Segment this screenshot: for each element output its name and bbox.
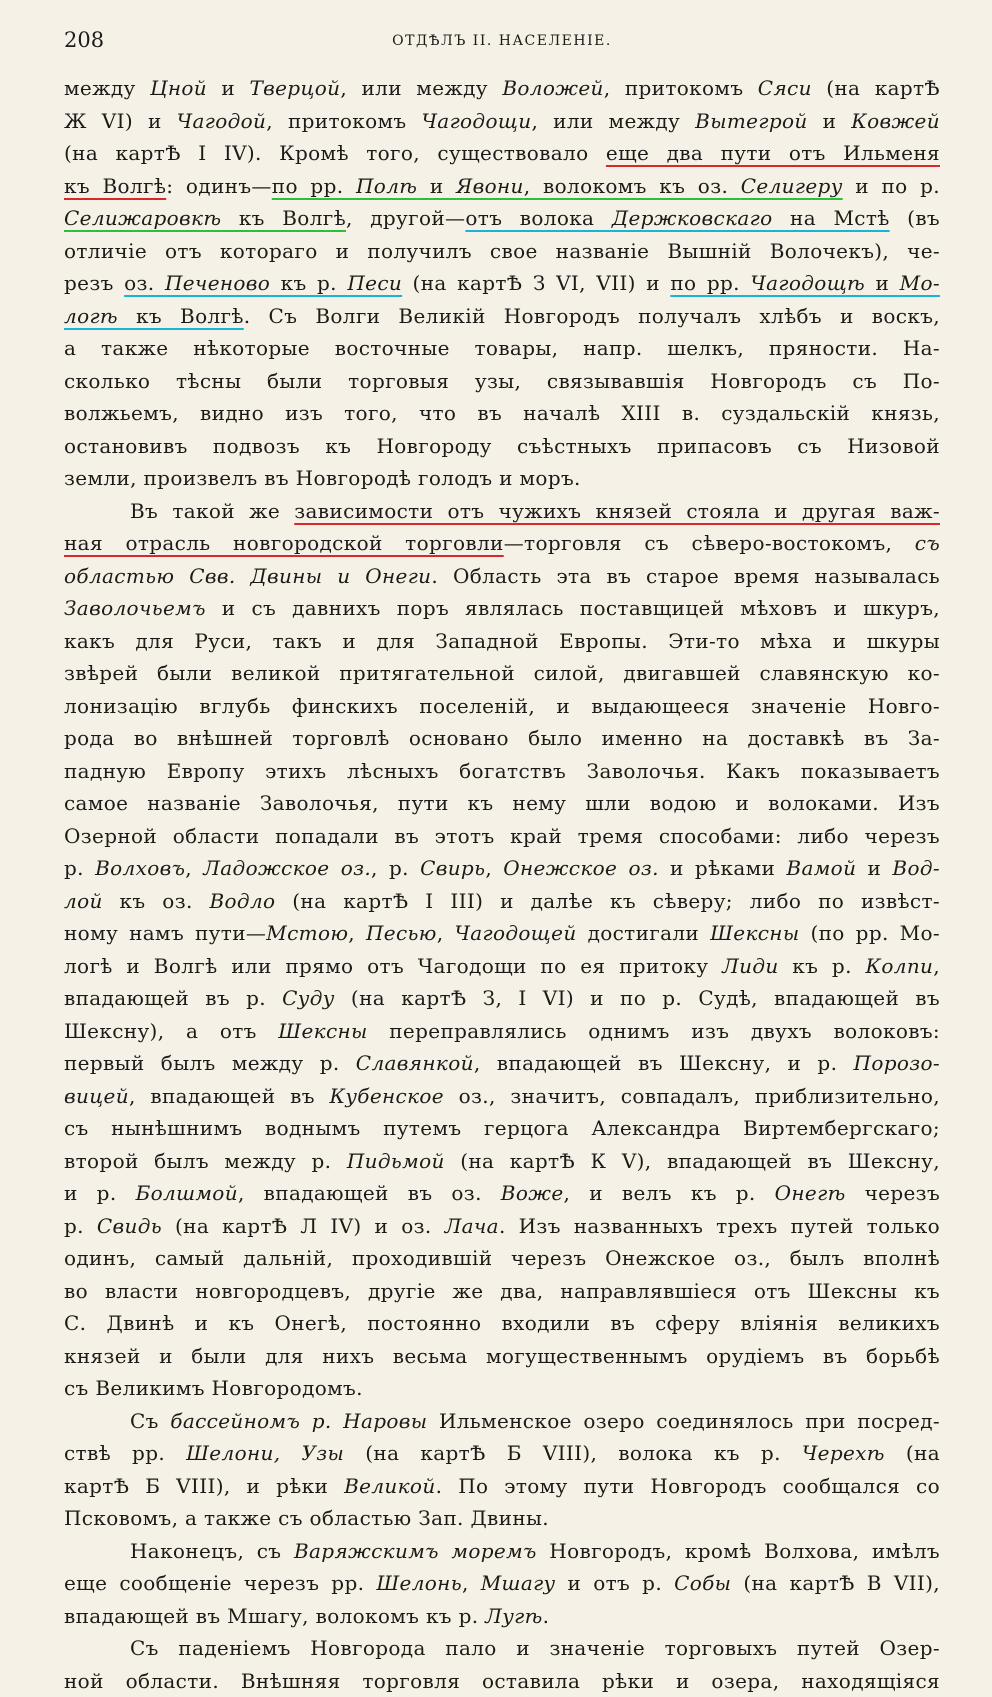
styled-text: Явони [456,174,524,198]
text-span: (на картѢ З, I VI) и по р. Судѣ, впадающей въ [335,986,940,1010]
body-text [64,72,940,1697]
text-line [64,722,940,755]
text-line [64,1275,940,1308]
text-span: къ оз. [103,889,210,913]
styled-text: Чагодощей [454,921,576,945]
text-line [64,137,940,170]
text-line [64,430,940,463]
styled-text: Великой [344,1474,435,1498]
text-span: ной области. Внѣшняя торговля оставила рѣки и озера, находящіяся [64,1669,940,1693]
text-line [64,1405,940,1438]
text-span: , или между [340,76,502,100]
text-span: . [543,1604,550,1628]
text-line [64,885,940,918]
styled-text: и [865,271,900,295]
text-span: (на картѢ Б VIII), волока къ р. [344,1441,802,1465]
styled-text: ная отрасль новгородской торговли [64,531,504,555]
text-span: : одинъ— [166,174,272,198]
text-span: ному намъ пути— [64,921,266,945]
styled-text: Вод- [892,856,940,880]
text-span: , впадающей въ Шексну, и р. [474,1051,854,1075]
styled-text: Кубенское [330,1084,444,1108]
text-line [64,1047,940,1080]
styled-text: зависимости отъ чужихъ князей стояла и другая важ- [294,499,940,523]
styled-text: по рр. [670,271,750,295]
text-line [64,1015,940,1048]
styled-text: Волховъ [95,856,185,880]
text-line [64,592,940,625]
text-span: р. [64,1214,97,1238]
text-span: между [64,76,150,100]
text-span: Ильменское озеро соединялось при посред- [427,1409,940,1433]
text-span: , и велъ къ р. [564,1181,775,1205]
text-span: (на картѢ К V), впадающей въ Шексну, [445,1149,940,1173]
text-span: лонизацію вглубь финскихъ поселеній, и выдающееся значеніе Новго- [64,694,940,718]
styled-text: къ Волгѣ [64,174,166,198]
text-span: , р. [371,856,420,880]
styled-text: Вамой [786,856,856,880]
text-line [64,1177,940,1210]
text-span: (на картѢ В VII), [731,1571,940,1595]
text-span: первый былъ между р. [64,1051,356,1075]
styled-text: Ладожское оз. [203,856,371,880]
text-span: и р. [64,1181,136,1205]
styled-text: Свидь [97,1214,162,1238]
text-span: , притокомъ [604,76,758,100]
text-span: земли, произвелъ въ Новгородѣ голодъ и моръ. [64,466,581,490]
text-span: достигали [577,921,711,945]
text-span: съ нынѣшнимъ воднымъ путемъ герцога Александра Виртембергскаго; [64,1116,940,1140]
styled-text: къ Волгѣ [118,304,244,328]
text-span: (по рр. Мо- [799,921,940,945]
text-line [64,365,940,398]
text-span: (на картѢ З VI, VII) и [402,271,670,295]
styled-text: Варяжскимъ моремъ [294,1539,537,1563]
text-span: какъ для Руси, такъ и для Западной Европы. Эти-то мѣха и шкуры [64,629,940,653]
text-span: князей и были для нихъ весьма могущественнымъ орудіемъ въ борьбѣ [64,1344,940,1368]
text-span: , впадающей въ оз. [238,1181,501,1205]
text-span: переправлялись однимъ изъ двухъ волоковъ: [368,1019,940,1043]
styled-text: Ковжей [851,109,940,133]
styled-text: вицей [64,1084,129,1108]
text-span: , или между [531,109,695,133]
styled-text: Печеново [165,271,270,295]
styled-text: Онегѣ [775,1181,846,1205]
styled-text: Колпи [866,954,934,978]
styled-text: Шелонь [376,1571,462,1595]
text-line [64,527,940,560]
text-span: , притокомъ [266,109,421,133]
styled-text: логѣ [64,304,118,328]
styled-text: областью Свв. Двины и Онеги [64,564,431,588]
styled-text: Мшагу [481,1571,556,1595]
text-span: картѢ Б VIII), и рѣки [64,1474,344,1498]
styled-text: Шексны [278,1019,367,1043]
text-span: черезъ [846,1181,940,1205]
text-line [64,1437,940,1470]
text-line [64,755,940,788]
text-span: и съ давнихъ поръ являлась поставщицей мѣховъ и шкуръ, [206,596,940,620]
text-span: —торговля съ сѣверо-востокомъ, [504,531,915,555]
text-span: самое названіе Заволочья, пути къ нему шли водою и волоками. Изъ [64,791,940,815]
text-span: падную Европу этихъ лѣсныхъ богатствъ Заволочья. Какъ показываетъ [64,759,940,783]
text-line [64,625,940,658]
text-span: Съ [130,1409,170,1433]
text-span: , [462,1571,481,1595]
text-line [64,560,940,593]
text-line [64,332,940,365]
text-line [64,852,940,885]
text-span: , [348,921,366,945]
text-span: , [185,856,203,880]
styled-text: Лача [445,1214,499,1238]
styled-text: Свирь [420,856,485,880]
text-line [64,1210,940,1243]
text-span: резъ [64,271,124,295]
text-span: Псковомъ, а также съ областью Зап. Двины. [64,1506,549,1530]
styled-text: Мстою [266,921,348,945]
text-line [64,462,940,495]
styled-text: Чагодой [177,109,267,133]
text-line [64,235,940,268]
text-span: ствѣ рр. [64,1441,186,1465]
styled-text: и [417,174,456,198]
styled-text: Селижаровкѣ [64,206,221,230]
text-span: (въ [890,206,940,230]
text-line [64,1307,940,1340]
text-span: рода во внѣшней торговлѣ основано было именно на доставкѣ въ За- [64,726,940,750]
text-span: , [485,856,503,880]
text-line [64,917,940,950]
text-span: впадающей въ р. [64,986,282,1010]
styled-text: Песи [347,271,402,295]
text-line [64,1600,940,1633]
text-span: , другой— [346,206,465,230]
text-span: волжьемъ, видно изъ того, что въ началѣ XIII в. суздальскій князь, [64,401,940,425]
text-line [64,72,940,105]
styled-text: Заволочьемъ [64,596,206,620]
text-span: , впадающей въ [129,1084,330,1108]
text-line [64,105,940,138]
text-line [64,787,940,820]
text-span: , [437,921,455,945]
styled-text: Болшмой [136,1181,238,1205]
text-span: и рѣками [659,856,787,880]
text-line [64,1665,940,1697]
text-line [64,657,940,690]
text-line [64,1145,940,1178]
styled-text: отъ волока [465,206,611,230]
styled-text: Онежское оз. [503,856,659,880]
text-span: и [207,76,249,100]
styled-text: , волокомъ къ оз. [524,174,741,198]
text-span: сколько тѣсны были торговыя узы, связывавшія Новгородъ съ По- [64,369,940,393]
styled-text: къ Волгѣ [221,206,346,230]
page-header [64,28,940,58]
styled-text: Воже [501,1181,564,1205]
text-span: . Область эта въ старое время называлась [431,564,940,588]
text-line [64,202,940,235]
text-span: и отъ р. [556,1571,675,1595]
text-span: . Изъ названныхъ трехъ путей только [499,1214,940,1238]
text-span: оз., значитъ, совпадалъ, приблизительно, [444,1084,940,1108]
text-line [64,397,940,430]
styled-text: Полѣ [356,174,417,198]
styled-text: Чагодощи [422,109,532,133]
styled-text: Тверцой [249,76,340,100]
styled-text: Черехѣ [802,1441,885,1465]
page-number: 208 [64,28,104,52]
text-span: впадающей въ Мшагу, волокомъ къ р. [64,1604,485,1628]
text-span: Озерной области попадали въ этотъ край тремя способами: либо черезъ [64,824,940,848]
text-line [64,820,940,853]
text-line [64,982,940,1015]
styled-text: съ [915,531,940,555]
styled-text: Сяси [758,76,812,100]
text-line [64,1112,940,1145]
text-line [64,1567,940,1600]
styled-text: Шексны [710,921,799,945]
styled-text: оз. [124,271,165,295]
styled-text: Славянкой [356,1051,474,1075]
styled-text: Воложей [502,76,603,100]
text-line [64,950,940,983]
styled-text: Водло [209,889,275,913]
text-span: остановивъ подвозъ къ Новгороду съѣстныхъ припасовъ съ Низовой [64,434,940,458]
text-span: еще сообщеніе черезъ рр. [64,1571,376,1595]
text-span: а также нѣкоторые восточные товары, напр. шелкъ, пряности. На- [64,336,940,360]
text-line [64,300,940,333]
text-line [64,1340,940,1373]
text-span: С. Двинѣ и къ Онегѣ, постоянно входили въ сферу вліянія великихъ [64,1311,940,1335]
styled-text: Держковскаго [612,206,773,230]
styled-text: Песью [366,921,437,945]
styled-text: еще два пути отъ Ильменя [606,141,940,165]
styled-text: по рр. [272,174,356,198]
text-span: логѣ и Волгѣ или прямо отъ Чагодощи по ея притоку [64,954,722,978]
text-span: и [808,109,852,133]
text-line [64,495,940,528]
text-line [64,1502,940,1535]
text-span: . По этому пути Новгородъ сообщался со [436,1474,940,1498]
text-span: одинъ, самый дальній, проходившій черезъ Онежское оз., былъ вполнѣ [64,1246,940,1270]
styled-text: лой [64,889,103,913]
text-line [64,690,940,723]
styled-text: Собы [674,1571,731,1595]
text-span: и по р. [843,174,940,198]
styled-text: къ р. [270,271,347,295]
styled-text: Селигеру [741,174,843,198]
text-span: Въ такой же [130,499,294,523]
text-span: , [933,954,940,978]
text-span: второй былъ между р. [64,1149,347,1173]
styled-text: Цной [150,76,207,100]
styled-text: Лугѣ [485,1604,542,1628]
text-span: Ж VI) и [64,109,177,133]
text-line [64,170,940,203]
text-span: . Съ Волги Великій Новгородъ получалъ хлѣбъ и воскъ, [244,304,940,328]
styled-text: Шелони, Узы [186,1441,344,1465]
text-span: Съ паденіемъ Новгорода пало и значеніе торговыхъ путей Озер- [130,1636,940,1660]
text-span: къ р. [779,954,866,978]
styled-text: Вытегрой [695,109,807,133]
text-span: отличіе отъ котораго и получилъ свое названіе Вышній Волочекъ), че- [64,239,940,263]
text-span: звѣрей были великой притягательной силой, двигавшей славянскую ко- [64,661,940,685]
text-line [64,1535,940,1568]
styled-text: Чагодощѣ [750,271,865,295]
styled-text: на Мстѣ [773,206,890,230]
text-span: Наконецъ, съ [130,1539,294,1563]
text-span: (на картѢ I IV). Кромѣ того, существовало [64,141,606,165]
text-span: во власти новгородцевъ, другіе же два, направлявшіеся отъ Шексны къ [64,1279,940,1303]
text-span: (на картѢ I III) и далѣе къ сѣверу; либо по извѣст- [275,889,940,913]
styled-text: бассейномъ р. Наровы [170,1409,427,1433]
text-line [64,1242,940,1275]
text-span: р. [64,856,95,880]
text-span: Новгородъ, кромѣ Волхова, имѣлъ [537,1539,940,1563]
text-line [64,1372,940,1405]
styled-text: Порозо- [854,1051,940,1075]
styled-text: Мо- [900,271,940,295]
styled-text: Суду [282,986,335,1010]
text-span: (на картѢ [812,76,940,100]
text-span: и [856,856,892,880]
text-span: съ Великимъ Новгородомъ. [64,1376,363,1400]
running-head: ОТДѢЛЪ II. НАСЕЛЕНІЕ. [64,33,940,49]
text-line [64,267,940,300]
styled-text: Лиди [722,954,779,978]
text-span: Шексну), а отъ [64,1019,278,1043]
text-line [64,1080,940,1113]
styled-text: Пидьмой [347,1149,445,1173]
text-line [64,1470,940,1503]
text-span: (на картѢ Л IV) и оз. [162,1214,445,1238]
text-line [64,1632,940,1665]
text-span: (на [885,1441,940,1465]
